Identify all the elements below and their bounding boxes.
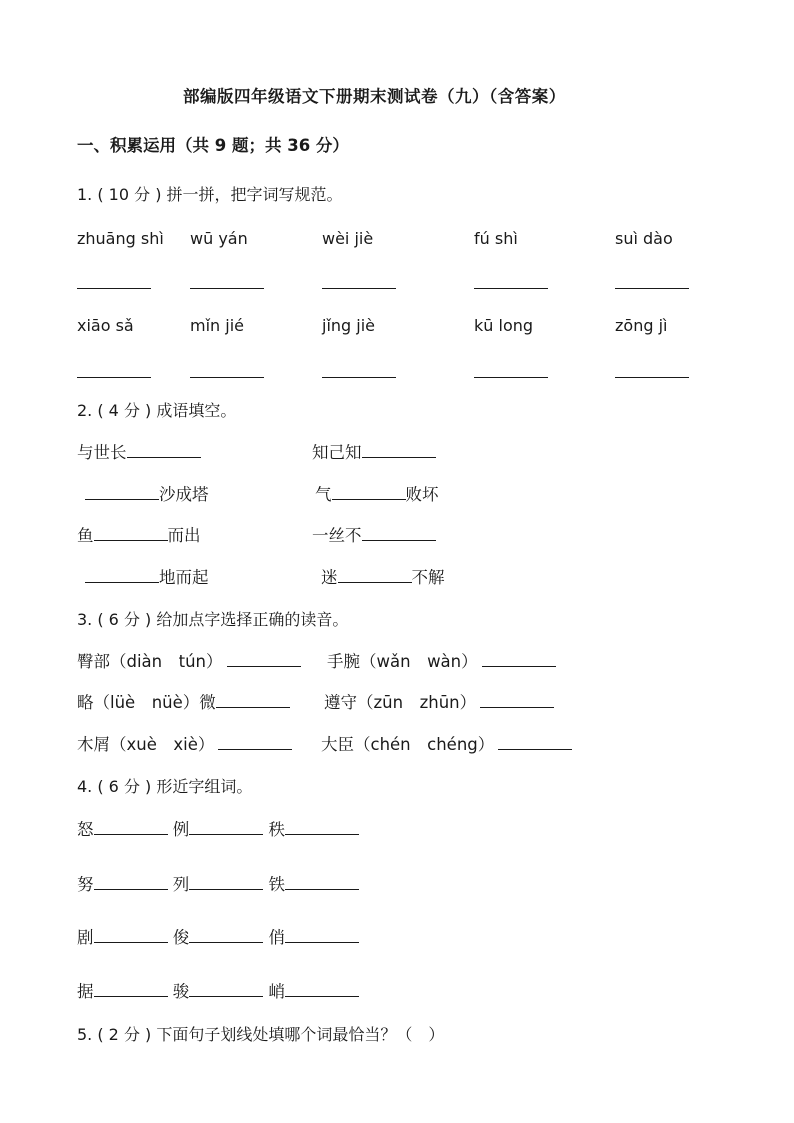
answer-blank[interactable] — [216, 706, 290, 708]
idiom-item — [312, 445, 436, 462]
character: 俊 — [172, 928, 190, 947]
idiom-text: 知己知 — [312, 443, 362, 462]
idiom-text: 而出 — [167, 526, 201, 545]
pinyin-item: wèi jiè — [322, 229, 374, 248]
pronunciation-item — [77, 695, 290, 712]
word-group-row — [77, 984, 359, 1001]
idiom-item — [85, 487, 209, 504]
character: 列 — [172, 875, 190, 894]
answer-blank[interactable] — [338, 581, 412, 583]
idiom-text: 气 — [315, 485, 332, 504]
idiom-text: 败坏 — [405, 485, 439, 504]
answer-blank[interactable] — [285, 941, 359, 943]
answer-blank[interactable] — [189, 995, 263, 997]
answer-blank[interactable] — [362, 539, 436, 541]
pronunciation-item — [324, 695, 554, 712]
answer-blank[interactable] — [85, 498, 159, 500]
pinyin-item: kū long — [474, 316, 534, 335]
word-group-row — [77, 930, 359, 947]
answer-blank[interactable] — [474, 377, 548, 378]
question-1-heading: 1. ( 10 分 ) 拼一拼，把字词写规范。 — [77, 185, 343, 204]
pinyin-item: xiāo sǎ — [77, 316, 134, 335]
answer-blank[interactable] — [190, 377, 264, 378]
pronunciation-text: 木屑（xuè xiè） — [77, 735, 215, 754]
pinyin-item: suì dào — [615, 229, 673, 248]
section-heading-1: 一、积累运用（共 9 题；共 36 分） — [77, 136, 349, 155]
answer-blank[interactable] — [615, 288, 689, 289]
answer-blank[interactable] — [615, 377, 689, 378]
pronunciation-item — [77, 737, 292, 754]
pronunciation-text: 略（lüè nüè）微 — [77, 693, 216, 712]
pronunciation-item — [77, 654, 301, 671]
word-group-row — [77, 822, 359, 839]
idiom-item — [321, 570, 445, 587]
answer-blank[interactable] — [94, 941, 168, 943]
idiom-text: 鱼 — [77, 526, 94, 545]
character: 俏 — [268, 928, 285, 947]
answer-blank[interactable] — [94, 833, 168, 835]
answer-blank[interactable] — [85, 581, 159, 583]
idiom-item — [312, 528, 436, 545]
idiom-item — [77, 445, 201, 462]
answer-blank[interactable] — [332, 498, 406, 500]
character: 峭 — [268, 982, 285, 1001]
idiom-text: 不解 — [411, 568, 445, 587]
pinyin-item: zōng jì — [615, 316, 668, 335]
answer-blank[interactable] — [285, 833, 359, 835]
answer-blank[interactable] — [480, 706, 554, 708]
answer-blank[interactable] — [189, 941, 263, 943]
pronunciation-text: 手腕（wǎn wàn） — [327, 652, 478, 671]
character: 秩 — [268, 820, 285, 839]
word-group-row — [77, 877, 359, 894]
character: 骏 — [172, 982, 190, 1001]
answer-blank[interactable] — [77, 377, 151, 378]
answer-blank[interactable] — [285, 995, 359, 997]
question-4-heading: 4. ( 6 分 ) 形近字组词。 — [77, 777, 253, 796]
pronunciation-item — [327, 654, 556, 671]
answer-blank[interactable] — [227, 665, 301, 667]
answer-blank[interactable] — [482, 665, 556, 667]
pinyin-item: jǐng jiè — [322, 316, 376, 335]
question-3-heading: 3. ( 6 分 ) 给加点字选择正确的读音。 — [77, 610, 349, 629]
pinyin-item: mǐn jié — [190, 316, 244, 335]
answer-blank[interactable] — [189, 833, 263, 835]
question-2-heading: 2. ( 4 分 ) 成语填空。 — [77, 401, 237, 420]
answer-blank[interactable] — [77, 288, 151, 289]
idiom-item — [85, 570, 209, 587]
character: 铁 — [268, 875, 285, 894]
answer-blank[interactable] — [94, 539, 168, 541]
answer-blank[interactable] — [190, 288, 264, 289]
pinyin-item: fú shì — [474, 229, 518, 248]
idiom-text: 迷 — [321, 568, 338, 587]
page-title: 部编版四年级语文下册期末测试卷（九）（含答案） — [183, 87, 566, 106]
answer-blank[interactable] — [94, 995, 168, 997]
pronunciation-text: 大臣（chén chéng） — [321, 735, 495, 754]
answer-blank[interactable] — [498, 748, 572, 750]
character: 据 — [77, 982, 94, 1001]
character: 怒 — [77, 820, 94, 839]
question-5-heading: 5. ( 2 分 ) 下面句子划线处填哪个词最恰当？（ ） — [77, 1025, 445, 1044]
answer-blank[interactable] — [127, 456, 201, 458]
answer-blank[interactable] — [362, 456, 436, 458]
idiom-text: 一丝不 — [312, 526, 362, 545]
answer-blank[interactable] — [189, 888, 263, 890]
answer-blank[interactable] — [474, 288, 548, 289]
idiom-item — [77, 528, 201, 545]
answer-blank[interactable] — [322, 288, 396, 289]
pinyin-item: wū yán — [190, 229, 248, 248]
answer-blank[interactable] — [322, 377, 396, 378]
idiom-item — [315, 487, 439, 504]
character: 剧 — [77, 928, 94, 947]
answer-blank[interactable] — [218, 748, 292, 750]
character: 努 — [77, 875, 94, 894]
idiom-text: 与世长 — [77, 443, 127, 462]
pronunciation-text: 臀部（diàn tún） — [77, 652, 223, 671]
pronunciation-text: 遵守（zūn zhūn） — [324, 693, 477, 712]
pinyin-item: zhuāng shì — [77, 229, 164, 248]
idiom-text: 地而起 — [159, 568, 209, 587]
answer-blank[interactable] — [285, 888, 359, 890]
character: 例 — [172, 820, 190, 839]
idiom-text: 沙成塔 — [159, 485, 209, 504]
pronunciation-item — [321, 737, 572, 754]
answer-blank[interactable] — [94, 888, 168, 890]
